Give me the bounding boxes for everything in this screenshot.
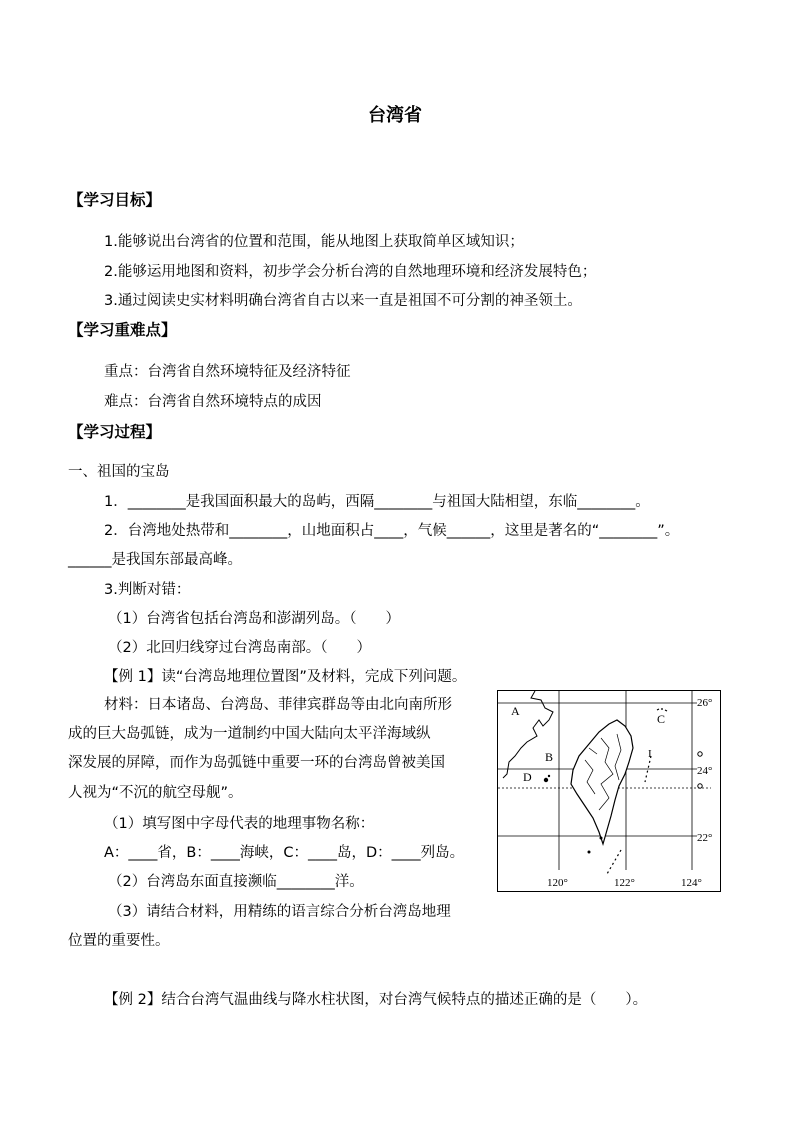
label-d: D — [523, 770, 532, 784]
question-2: 2．台湾地处热带和________，山地面积占____，气候______，这里是著名的“________”。 — [104, 523, 680, 539]
penghu-islet — [548, 775, 550, 777]
goal-item: 2.能够运用地图和资料，初步学会分析台湾的自然地理环境和经济发展特色； — [104, 264, 597, 280]
key-point: 难点：台湾省自然环境特点的成因 — [104, 394, 322, 410]
key-point: 重点：台湾省自然环境特征及经济特征 — [104, 364, 351, 380]
goal-item: 3.通过阅读史实材料明确台湾省自古以来一直是祖国不可分割的神圣领土。 — [104, 293, 582, 309]
key-points-heading: 【学习重难点】 — [68, 321, 177, 339]
islands-south-chain — [607, 850, 621, 874]
material-line: 材料：日本诸岛、台湾岛、菲律宾群岛等由北向南所形 — [104, 697, 452, 713]
lon-label-124: 124° — [681, 877, 702, 889]
example-1-q1-blanks: A：____省，B：____海峡，C：____岛，D：____列岛。 — [104, 845, 465, 861]
label-c: C — [657, 712, 666, 726]
example-2: 【例 2】结合台湾气温曲线与降水柱状图，对台湾气候特点的描述正确的是（ ）。 — [104, 992, 648, 1008]
process-heading: 【学习过程】 — [68, 423, 162, 441]
label-b: B — [545, 750, 554, 764]
example-1-q3-cont: 位置的重要性。 — [68, 933, 170, 949]
example-1-q3: （3）请结合材料，用精练的语言综合分析台湾岛地理 — [108, 904, 451, 920]
islet — [600, 837, 603, 840]
goal-item: 1.能够说出台湾省的位置和范围，能从地图上获取简单区域知识； — [104, 234, 524, 250]
material-line: 人视为“不沉的航空母舰”。 — [68, 785, 243, 801]
question-3-2: （2）北回归线穿过台湾岛南部。（ ） — [108, 640, 371, 656]
question-3: 3.判断对错： — [104, 582, 191, 598]
islands-east-c — [657, 709, 667, 711]
islet — [588, 851, 591, 854]
page-title: 台湾省 — [368, 105, 422, 126]
question-3-1: （1）台湾省包括台湾岛和澎湖列岛。（ ） — [108, 611, 400, 627]
question-2-cont: ______是我国东部最高峰。 — [68, 552, 242, 568]
label-i: I — [648, 748, 652, 760]
label-a: A — [511, 704, 520, 718]
penghu-islands — [544, 778, 548, 782]
material-line: 成的巨大岛弧链，成为一道制约中国大陆向太平洋海域纵 — [68, 726, 431, 742]
example-1-q2: （2）台湾岛东面直接濒临________洋。 — [108, 874, 364, 890]
example-1-q1: （1）填写图中字母代表的地理事物名称： — [104, 816, 375, 832]
material-line: 深发展的屏障，而作为岛弧链中重要一环的台湾岛曾被美国 — [68, 755, 445, 771]
part-heading: 一、祖国的宝岛 — [68, 464, 170, 480]
lon-label-120: 120° — [547, 877, 568, 889]
lat-label-22: 22° — [697, 832, 713, 844]
taiwan-location-map — [497, 690, 721, 892]
goals-heading: 【学习目标】 — [68, 191, 162, 209]
islet — [698, 752, 702, 756]
lon-label-122: 122° — [614, 877, 635, 889]
example-1-title: 【例 1】读“台湾岛地理位置图”及材料，完成下列问题。 — [104, 669, 467, 685]
islet — [698, 784, 702, 788]
lat-label-24: 24° — [697, 765, 713, 777]
question-1: 1．________是我国面积最大的岛屿，西隔________与祖国大陆相望，东临________。 — [104, 494, 650, 510]
taiwan-island — [571, 720, 633, 844]
lat-label-26: 26° — [697, 697, 713, 709]
